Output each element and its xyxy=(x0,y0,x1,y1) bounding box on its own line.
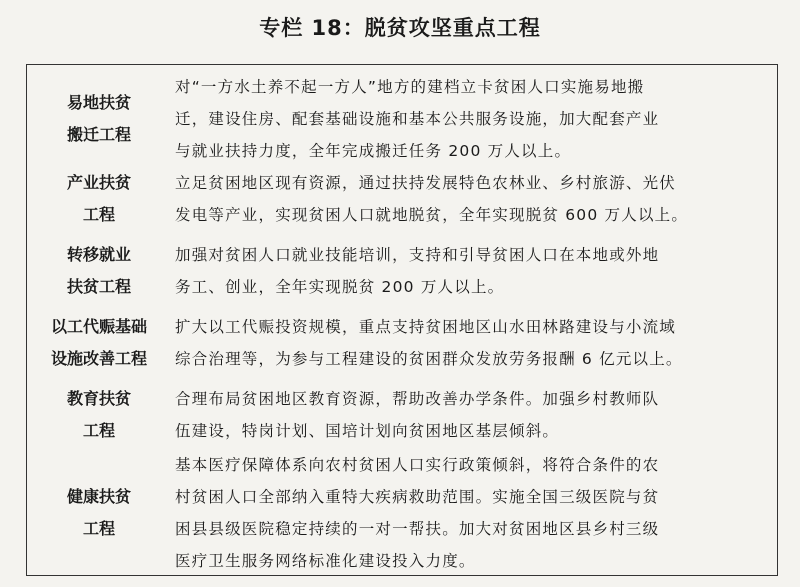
row-label xyxy=(27,449,171,577)
row-label xyxy=(27,239,171,303)
row-label-line: 教育扶贫 xyxy=(66,389,131,408)
row-label-line: 转移就业 xyxy=(66,245,131,264)
row-description-line: 基本医疗保障体系向农村贫困人口实行政策倾斜，将符合条件的农 xyxy=(175,456,660,474)
row-label-line: 健康扶贫 xyxy=(66,487,131,506)
row-description-line: 立足贫困地区现有资源，通过扶持发展特色农林业、乡村旅游、光伏 xyxy=(175,174,677,192)
page-title: 专栏 18：脱贫攻坚重点工程 xyxy=(259,16,541,40)
row-description-line: 伍建设，特岗计划、国培计划向贫困地区基层倾斜。 xyxy=(175,422,560,440)
row-description xyxy=(175,311,767,375)
row-label-line: 工程 xyxy=(82,205,115,224)
row-description xyxy=(175,239,767,303)
row-description-line: 对“一方水土养不起一方人”地方的建档立卡贫困人口实施易地搬 xyxy=(175,78,645,96)
row-label xyxy=(27,71,171,167)
row-description-line: 合理布局贫困地区教育资源，帮助改善办学条件。加强乡村教师队 xyxy=(175,390,660,408)
row-description xyxy=(175,449,767,577)
project-table xyxy=(26,64,778,576)
row-description-line: 迁，建设住房、配套基础设施和基本公共服务设施，加大配套产业 xyxy=(175,110,660,128)
row-description-line: 与就业扶持力度，全年完成搬迁任务 200 万人以上。 xyxy=(175,142,572,160)
row-label-line: 设施改善工程 xyxy=(50,349,147,368)
table-row xyxy=(27,239,777,303)
row-description xyxy=(175,383,767,447)
table-row xyxy=(27,383,777,447)
row-description-line: 务工、创业，全年实现脱贫 200 万人以上。 xyxy=(175,278,505,296)
table-row xyxy=(27,167,777,231)
row-description-line: 综合治理等，为参与工程建设的贫困群众发放劳务报酬 6 亿元以上。 xyxy=(175,350,683,368)
row-label-line: 工程 xyxy=(82,519,115,538)
row-label-line: 以工代赈基础 xyxy=(50,317,147,336)
table-row xyxy=(27,71,777,167)
row-label-line: 易地扶贫 xyxy=(66,93,131,112)
row-label-line: 扶贫工程 xyxy=(66,277,131,296)
table-row xyxy=(27,311,777,375)
row-label xyxy=(27,311,171,375)
row-label xyxy=(27,167,171,231)
row-label-line: 产业扶贫 xyxy=(66,173,131,192)
row-description-line: 扩大以工代赈投资规模，重点支持贫困地区山水田林路建设与小流域 xyxy=(175,318,677,336)
row-label xyxy=(27,383,171,447)
row-description-line: 发电等产业，实现贫困人口就地脱贫，全年实现脱贫 600 万人以上。 xyxy=(175,206,689,224)
row-description xyxy=(175,71,767,167)
row-description-line: 村贫困人口全部纳入重特大疾病救助范围。实施全国三级医院与贫 xyxy=(175,488,660,506)
table-row xyxy=(27,449,777,577)
row-label-line: 搬迁工程 xyxy=(66,125,131,144)
row-description-line: 医疗卫生服务网络标准化建设投入力度。 xyxy=(175,552,476,570)
row-description-line: 困县县级医院稳定持续的一对一帮扶。加大对贫困地区县乡村三级 xyxy=(175,520,660,538)
row-description xyxy=(175,167,767,231)
row-description-line: 加强对贫困人口就业技能培训，支持和引导贫困人口在本地或外地 xyxy=(175,246,660,264)
row-label-line: 工程 xyxy=(82,421,115,440)
